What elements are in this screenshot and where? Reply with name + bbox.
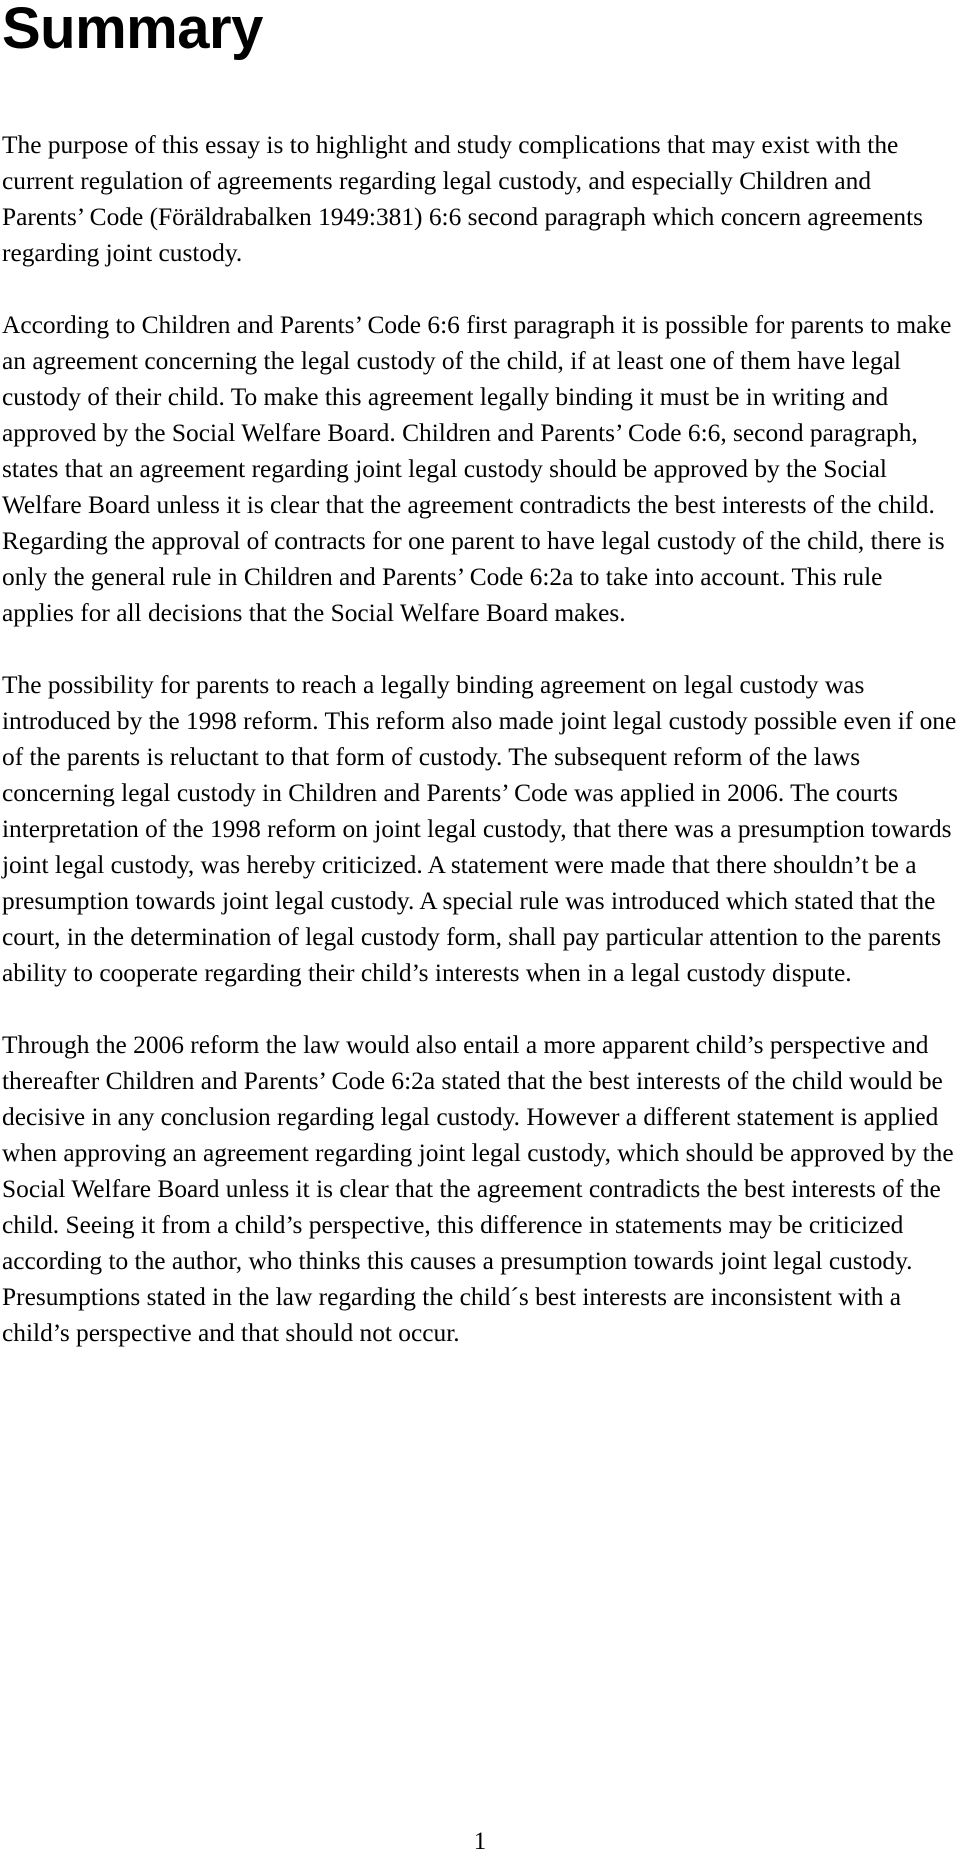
paragraph: According to Children and Parents’ Code 6:6 first paragraph it is possible for parents to make an agreement concerning the legal custody of the child, if at least one of them have legal custody of their child. To make this agreement legally binding it must be in writing and approved by the Social Welfare Board. Children and Parents’ Code 6:6, second paragraph, states that an agreement regarding joint legal custody should be approved by the Social Welfare Board unless it is clear that the agreement contradicts the best interests of the child. Regarding the approval of contracts for one parent to have legal custody of the child, there is only the general rule in Children and Parents’ Code 6:2a to take into account. This rule applies for all decisions that the Social Welfare Board makes. <box>2 311 952 627</box>
paragraph: The purpose of this essay is to highlight and study complications that may exist with the current regulation of agreements regarding legal custody, and especially Children and Parents’ Code (Föräldrabalken 1949:381) 6:6 second paragraph which concern agreements regarding joint custody. <box>2 131 924 267</box>
body-text <box>2 127 958 1387</box>
page-number: 1 <box>473 1828 487 1855</box>
page-title: Summary <box>2 0 263 61</box>
paragraph: The possibility for parents to reach a legally binding agreement on legal custody was introduced by the 1998 reform. This reform also made joint legal custody possible even if one of the parents is reluctant to that form of custody. The subsequent reform of the laws concerning legal custody in Children and Parents’ Code was applied in 2006. The courts interpretation of the 1998 reform on joint legal custody, that there was a presumption towards joint legal custody, was hereby criticized. A statement were made that there shouldn’t be a presumption towards joint legal custody. A special rule was introduced which stated that the court, in the determination of legal custody form, shall pay particular attention to the parents ability to cooperate regarding their child’s interests when in a legal custody dispute. <box>2 671 957 987</box>
paragraph: Through the 2006 reform the law would also entail a more apparent child’s perspective and thereafter Children and Parents’ Code 6:2a stated that the best interests of the child would be decisive in any conclusion regarding legal custody. However a different statement is applied when approving an agreement regarding joint legal custody, which should be approved by the Social Welfare Board unless it is clear that the agreement contradicts the best interests of the child. Seeing it from a child’s perspective, this difference in statements may be criticized according to the author, who thinks this causes a presumption towards joint legal custody. Presumptions stated in the law regarding the child´s best interests are inconsistent with a child’s perspective and that should not occur. <box>2 1031 954 1347</box>
